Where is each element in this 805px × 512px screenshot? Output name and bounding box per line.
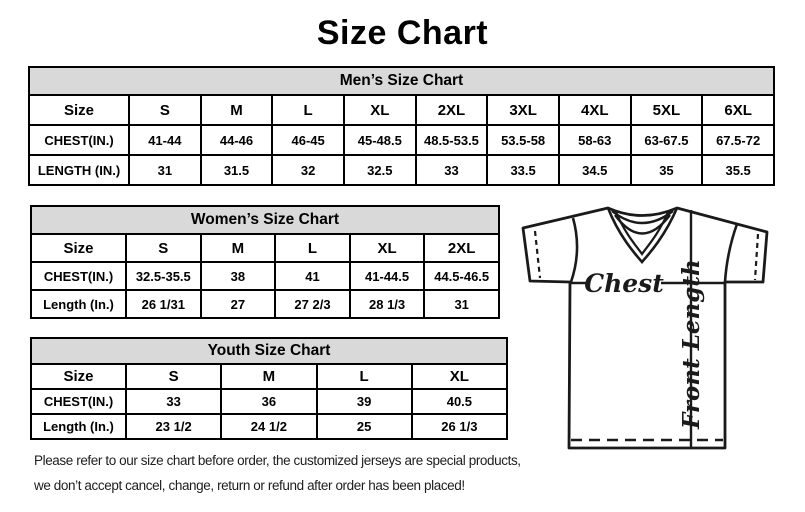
size-value-cell: 2XL [424, 234, 499, 262]
size-value-cell: 44.5-46.5 [424, 262, 499, 290]
table-title: Youth Size Chart [31, 338, 507, 364]
size-value-cell: 24 1/2 [221, 414, 316, 439]
size-value-cell: XL [350, 234, 425, 262]
size-value-cell: 41 [275, 262, 350, 290]
size-value-cell: XL [412, 364, 507, 389]
size-value-cell: S [126, 364, 221, 389]
size-value-cell: L [275, 234, 350, 262]
size-value-cell: 23 1/2 [126, 414, 221, 439]
row-label: Size [29, 95, 129, 125]
table-row [29, 155, 774, 185]
row-label: Size [31, 364, 126, 389]
table-title: Women’s Size Chart [31, 206, 499, 234]
chest-label: Chest [584, 269, 664, 298]
size-value-cell: 31.5 [201, 155, 273, 185]
size-value-cell: S [129, 95, 201, 125]
size-value-cell: 27 2/3 [275, 290, 350, 318]
table-row [29, 125, 774, 155]
row-label: LENGTH (IN.) [29, 155, 129, 185]
table-row [31, 389, 507, 414]
size-value-cell: 32.5 [344, 155, 416, 185]
size-value-cell: 58-63 [559, 125, 631, 155]
table-row [31, 290, 499, 318]
size-value-cell: 41-44.5 [350, 262, 425, 290]
mens-size-table [28, 66, 775, 186]
tshirt-measurement-diagram [505, 192, 805, 458]
row-label: CHEST(IN.) [31, 389, 126, 414]
size-value-cell: 39 [317, 389, 412, 414]
size-value-cell: S [126, 234, 201, 262]
disclaimer-line-2: we don’t accept cancel, change, return or refund after order has been placed! [34, 478, 465, 493]
size-value-cell: 40.5 [412, 389, 507, 414]
size-value-cell: 25 [317, 414, 412, 439]
womens-size-table [30, 205, 500, 319]
size-value-cell: 27 [201, 290, 276, 318]
row-label: CHEST(IN.) [31, 262, 126, 290]
size-value-cell: 31 [129, 155, 201, 185]
table-row [31, 364, 507, 389]
table-row [29, 95, 774, 125]
size-value-cell: 67.5-72 [702, 125, 774, 155]
size-value-cell: 34.5 [559, 155, 631, 185]
youth-size-table [30, 337, 508, 440]
row-label: Length (In.) [31, 414, 126, 439]
size-value-cell: M [221, 364, 316, 389]
size-value-cell: 28 1/3 [350, 290, 425, 318]
size-value-cell: 63-67.5 [631, 125, 703, 155]
size-value-cell: 4XL [559, 95, 631, 125]
size-value-cell: 26 1/31 [126, 290, 201, 318]
size-value-cell: 33.5 [487, 155, 559, 185]
front-length-label: Front Length [678, 259, 705, 429]
size-value-cell: 35.5 [702, 155, 774, 185]
size-value-cell: 46-45 [272, 125, 344, 155]
size-value-cell: M [201, 234, 276, 262]
size-value-cell: L [317, 364, 412, 389]
size-value-cell: 33 [416, 155, 488, 185]
size-value-cell: M [201, 95, 273, 125]
size-value-cell: 45-48.5 [344, 125, 416, 155]
size-value-cell: L [272, 95, 344, 125]
size-value-cell: 32 [272, 155, 344, 185]
size-value-cell: 26 1/3 [412, 414, 507, 439]
size-value-cell: 6XL [702, 95, 774, 125]
size-value-cell: 31 [424, 290, 499, 318]
size-value-cell: 41-44 [129, 125, 201, 155]
table-row [31, 414, 507, 439]
size-value-cell: 36 [221, 389, 316, 414]
table-title: Men’s Size Chart [29, 67, 774, 95]
size-value-cell: 38 [201, 262, 276, 290]
row-label: Length (In.) [31, 290, 126, 318]
size-value-cell: 32.5-35.5 [126, 262, 201, 290]
page-title: Size Chart [316, 14, 489, 52]
size-value-cell: 2XL [416, 95, 488, 125]
size-value-cell: 48.5-53.5 [416, 125, 488, 155]
row-label: CHEST(IN.) [29, 125, 129, 155]
row-label: Size [31, 234, 126, 262]
table-row [31, 234, 499, 262]
disclaimer-line-1: Please refer to our size chart before order, the customized jerseys are special products, [34, 453, 521, 468]
size-value-cell: XL [344, 95, 416, 125]
size-value-cell: 44-46 [201, 125, 273, 155]
disclaimer-text [34, 448, 554, 498]
size-value-cell: 5XL [631, 95, 703, 125]
size-value-cell: 3XL [487, 95, 559, 125]
table-row [31, 262, 499, 290]
size-value-cell: 53.5-58 [487, 125, 559, 155]
size-value-cell: 35 [631, 155, 703, 185]
size-value-cell: 33 [126, 389, 221, 414]
